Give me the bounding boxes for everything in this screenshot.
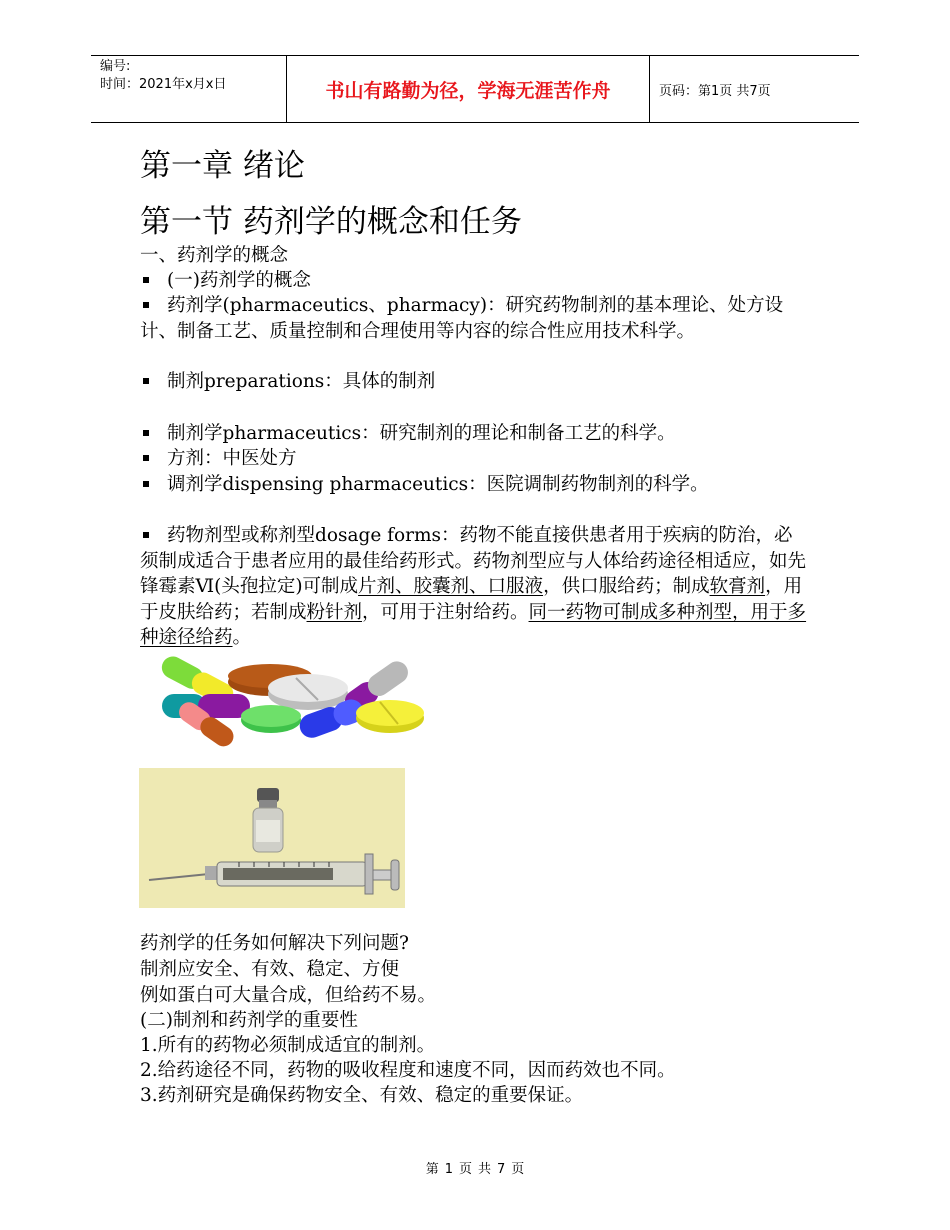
section-title: 第一节 药剂学的概念和任务 [140, 204, 522, 240]
question-line: 药剂学的任务如何解决下列问题? [140, 933, 409, 954]
text-run: 。 [232, 627, 252, 648]
footer-page-number: 1 [444, 1162, 453, 1177]
document-header [91, 55, 859, 123]
bullet-item: 制剂preparations：具体的制剂 [140, 369, 810, 395]
footer-total-pages: 7 [497, 1162, 506, 1177]
header-divider [649, 56, 650, 122]
header-motto: 书山有路勤为径，学海无涯苦作舟 [325, 79, 611, 102]
footer-text: 第 [425, 1162, 439, 1177]
question-line: 制剂应安全、有效、稳定、方便 [140, 959, 400, 980]
bullet-item: (一)药剂学的概念 [140, 268, 810, 294]
heading-concept: 一、药剂学的概念 [140, 245, 289, 266]
footer-text: 共 [478, 1162, 492, 1177]
numbered-item: 3.药剂研究是确保药物安全、有效、稳定的重要保证。 [140, 1085, 584, 1106]
bullet-item: 方剂：中医处方 [140, 446, 810, 472]
page-footer [0, 1158, 950, 1177]
underlined-text: 软膏剂 [709, 576, 766, 597]
header-meta [100, 58, 226, 94]
time-label: 时间：2021年x月x日 [100, 77, 227, 92]
text-run: ，可用于注射给药。 [362, 601, 529, 623]
subheading-importance: (二)制剂和药剂学的重要性 [140, 1010, 358, 1031]
text-run: 药物剂型或称剂型dosage forms：药物不能直接供患者用于疾病的防治，必须制成适合于患者应用的最佳给药形式。药物剂型应与人体给药途径相适应，如先锋霉素Ⅵ(头孢拉定)可制成 [140, 525, 807, 597]
number-label: 编号: [100, 59, 131, 74]
footer-text: 页 [511, 1162, 525, 1177]
syringe-vial-photo [139, 768, 405, 908]
bullet-item: 制剂学pharmaceutics：研究制剂的理论和制备工艺的科学。 [140, 421, 810, 447]
bullet-item-dosage-forms [140, 523, 810, 651]
question-line: 例如蛋白可大量合成，但给药不易。 [140, 985, 437, 1006]
underlined-text: 片剂、胶囊剂、口服液 [358, 576, 544, 597]
bullet-item: 药剂学(pharmaceutics、pharmacy)：研究药物制剂的基本理论、处方设计、制备工艺、质量控制和合理使用等内容的综合性应用技术科学。 [140, 293, 810, 344]
numbered-item: 2.给药途径不同，药物的吸收程度和速度不同，因而药效也不同。 [140, 1060, 676, 1081]
text-run: ，用于皮肤给药；若制成 [140, 576, 803, 623]
chapter-title: 第一章 绪论 [140, 148, 305, 184]
bullet-item: 调剂学dispensing pharmaceutics：医院调制药物制剂的科学。 [140, 472, 810, 498]
underlined-text: 同一药物可制成多种剂型，用于多种途径给药 [140, 601, 807, 648]
footer-text: 页 [458, 1162, 472, 1177]
numbered-item: 1.所有的药物必须制成适宜的制剂。 [140, 1035, 436, 1056]
underlined-text: 粉针剂 [306, 601, 363, 623]
header-page-info: 页码：第1页 共7页 [659, 83, 771, 99]
text-run: ，供口服给药；制成 [543, 576, 710, 597]
pills-illustration [158, 652, 438, 752]
